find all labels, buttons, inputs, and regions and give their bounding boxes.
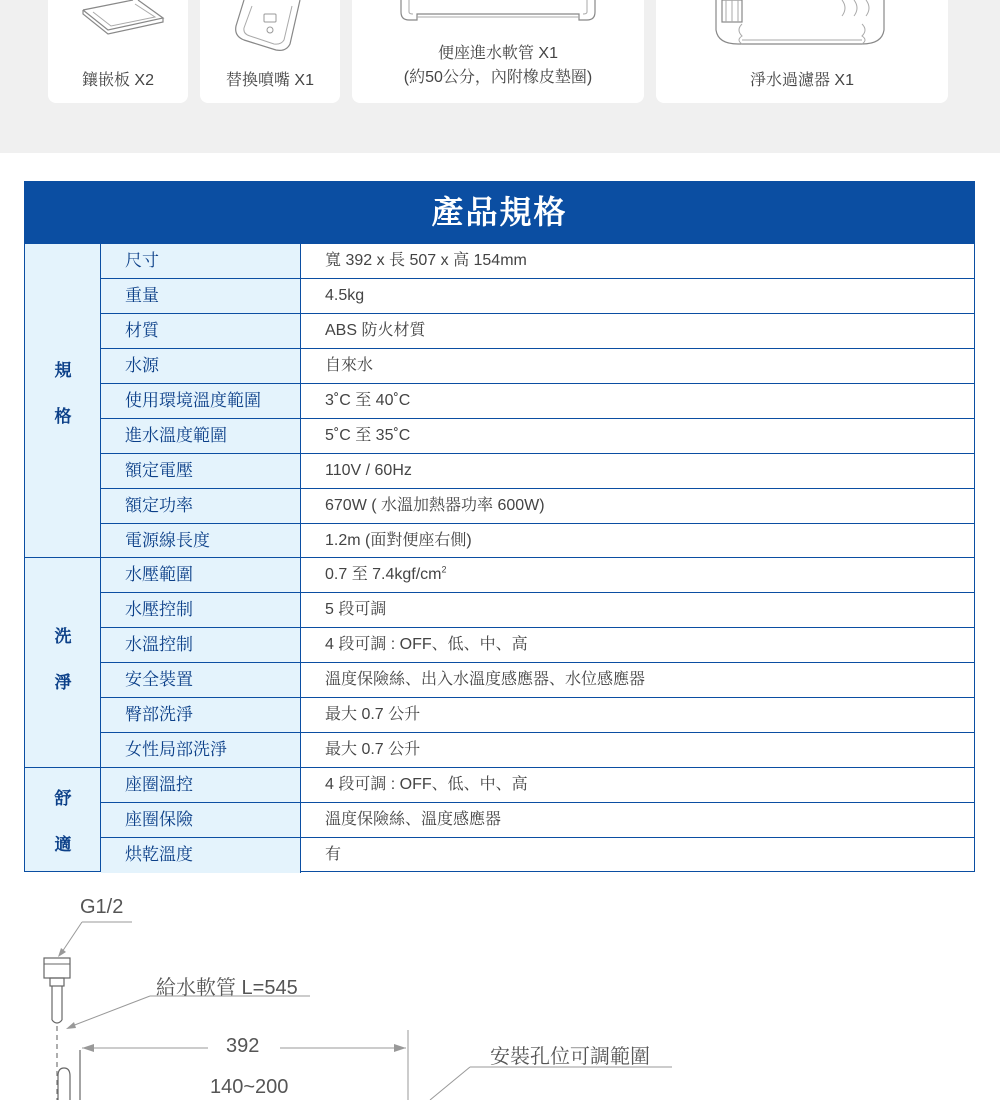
hose-icon	[373, 0, 623, 30]
spec-row	[101, 524, 974, 559]
spec-title: 產品規格	[25, 182, 974, 243]
spec-group-general	[25, 243, 974, 558]
spec-value: 3˚C 至 40˚C	[325, 392, 411, 409]
spec-key: 重量	[101, 279, 301, 313]
width-dimension-label: 392	[226, 1035, 260, 1057]
group-label-char: 格	[54, 407, 72, 426]
accessory-label: 淨水過濾器 X1	[749, 72, 855, 89]
accessory-label: 鑲嵌板 X2	[81, 72, 155, 89]
spec-group-washing	[25, 557, 974, 767]
group-label-char: 淨	[54, 673, 72, 692]
spec-key: 水溫控制	[101, 628, 301, 662]
spec-table	[24, 181, 975, 872]
group-label-char: 適	[54, 835, 72, 854]
spec-value: 5 段可調	[325, 601, 387, 618]
group-label-char: 規	[54, 361, 72, 380]
spec-key: 安全裝置	[101, 663, 301, 697]
spec-value: 4.5kg	[325, 287, 365, 304]
spec-key: 使用環境溫度範圍	[101, 384, 301, 418]
spec-value: 最大 0.7 公升	[325, 706, 421, 723]
spec-row	[101, 279, 974, 314]
thread-size-label: G1/2	[80, 896, 124, 918]
spec-row	[101, 698, 974, 733]
spec-value: 最大 0.7 公升	[325, 741, 421, 758]
spec-key: 進水溫度範圍	[101, 419, 301, 453]
hose-length-label: 給水軟管 L=545	[156, 977, 298, 999]
accessory-card-nozzle	[200, 0, 340, 103]
spec-value: 670W ( 水溫加熱器功率 600W)	[325, 497, 545, 514]
inlay-plate-icon	[63, 0, 173, 50]
accessory-card-filter	[656, 0, 948, 103]
spec-key: 尺寸	[101, 244, 301, 278]
accessory-label: 替換噴嘴 X1	[225, 72, 315, 89]
spec-row	[101, 244, 974, 279]
spec-row	[101, 768, 974, 803]
spec-row	[101, 733, 974, 768]
spec-key: 電源線長度	[101, 524, 301, 559]
group-label-char: 洗	[54, 627, 72, 646]
spec-row	[101, 454, 974, 489]
spec-value: 4 段可調 : OFF、低、中、高	[325, 636, 528, 653]
spec-key: 額定電壓	[101, 454, 301, 488]
spec-row	[101, 628, 974, 663]
spec-value: ABS 防火材質	[325, 322, 426, 339]
spec-key: 額定功率	[101, 489, 301, 523]
spec-key: 烘乾溫度	[101, 838, 301, 873]
spec-value: 5˚C 至 35˚C	[325, 427, 411, 444]
superscript: 2	[441, 564, 447, 575]
spec-value	[301, 558, 974, 592]
spec-row	[101, 558, 974, 593]
spec-value: 有	[325, 846, 342, 863]
spec-row	[101, 593, 974, 628]
spec-value: 寬 392 x 長 507 x 高 154mm	[325, 252, 527, 269]
spec-value: 4 段可調 : OFF、低、中、高	[325, 776, 528, 793]
spec-row	[101, 489, 974, 524]
spec-value-text: 0.7 至 7.4kgf/cm	[325, 566, 442, 583]
group-label-washing	[25, 558, 101, 767]
spec-row	[101, 314, 974, 349]
spec-value: 溫度保險絲、出入水溫度感應器、水位感應器	[325, 671, 646, 688]
group-label-general	[25, 244, 101, 558]
accessory-card-hose	[352, 0, 644, 103]
accessory-label-line1: 便座進水軟管 X1	[437, 45, 559, 62]
nozzle-icon	[234, 0, 304, 52]
spec-key: 材質	[101, 314, 301, 348]
spec-key: 水源	[101, 349, 301, 383]
spec-group-comfort	[25, 767, 974, 871]
spec-row	[101, 803, 974, 838]
spec-key: 座圈保險	[101, 803, 301, 837]
installation-drawing	[0, 880, 1000, 1100]
accessory-card-inlay-plate	[48, 0, 188, 103]
spec-key: 水壓控制	[101, 593, 301, 627]
spec-key: 水壓範圍	[101, 558, 301, 592]
spec-value: 溫度保險絲、溫度感應器	[325, 811, 502, 828]
accessory-label-line2: (約50公分，內附橡皮墊圈)	[403, 69, 593, 86]
spec-row	[101, 838, 974, 873]
spec-key: 座圈溫控	[101, 768, 301, 802]
group-label-comfort	[25, 768, 101, 871]
spec-row	[101, 384, 974, 419]
accessories-section	[0, 0, 1000, 153]
adjustable-range-label: 安裝孔位可調範圍	[490, 1046, 650, 1068]
spec-value: 1.2m (面對便座右側)	[325, 532, 472, 549]
spec-row	[101, 349, 974, 384]
spec-value: 自來水	[325, 357, 374, 374]
filter-icon	[712, 0, 892, 50]
range-dimension-label: 140~200	[210, 1076, 289, 1098]
spec-row	[101, 663, 974, 698]
group-label-char: 舒	[54, 789, 72, 808]
spec-value: 110V / 60Hz	[325, 462, 412, 479]
spec-key: 臀部洗淨	[101, 698, 301, 732]
spec-key: 女性局部洗淨	[101, 733, 301, 768]
spec-row	[101, 419, 974, 454]
